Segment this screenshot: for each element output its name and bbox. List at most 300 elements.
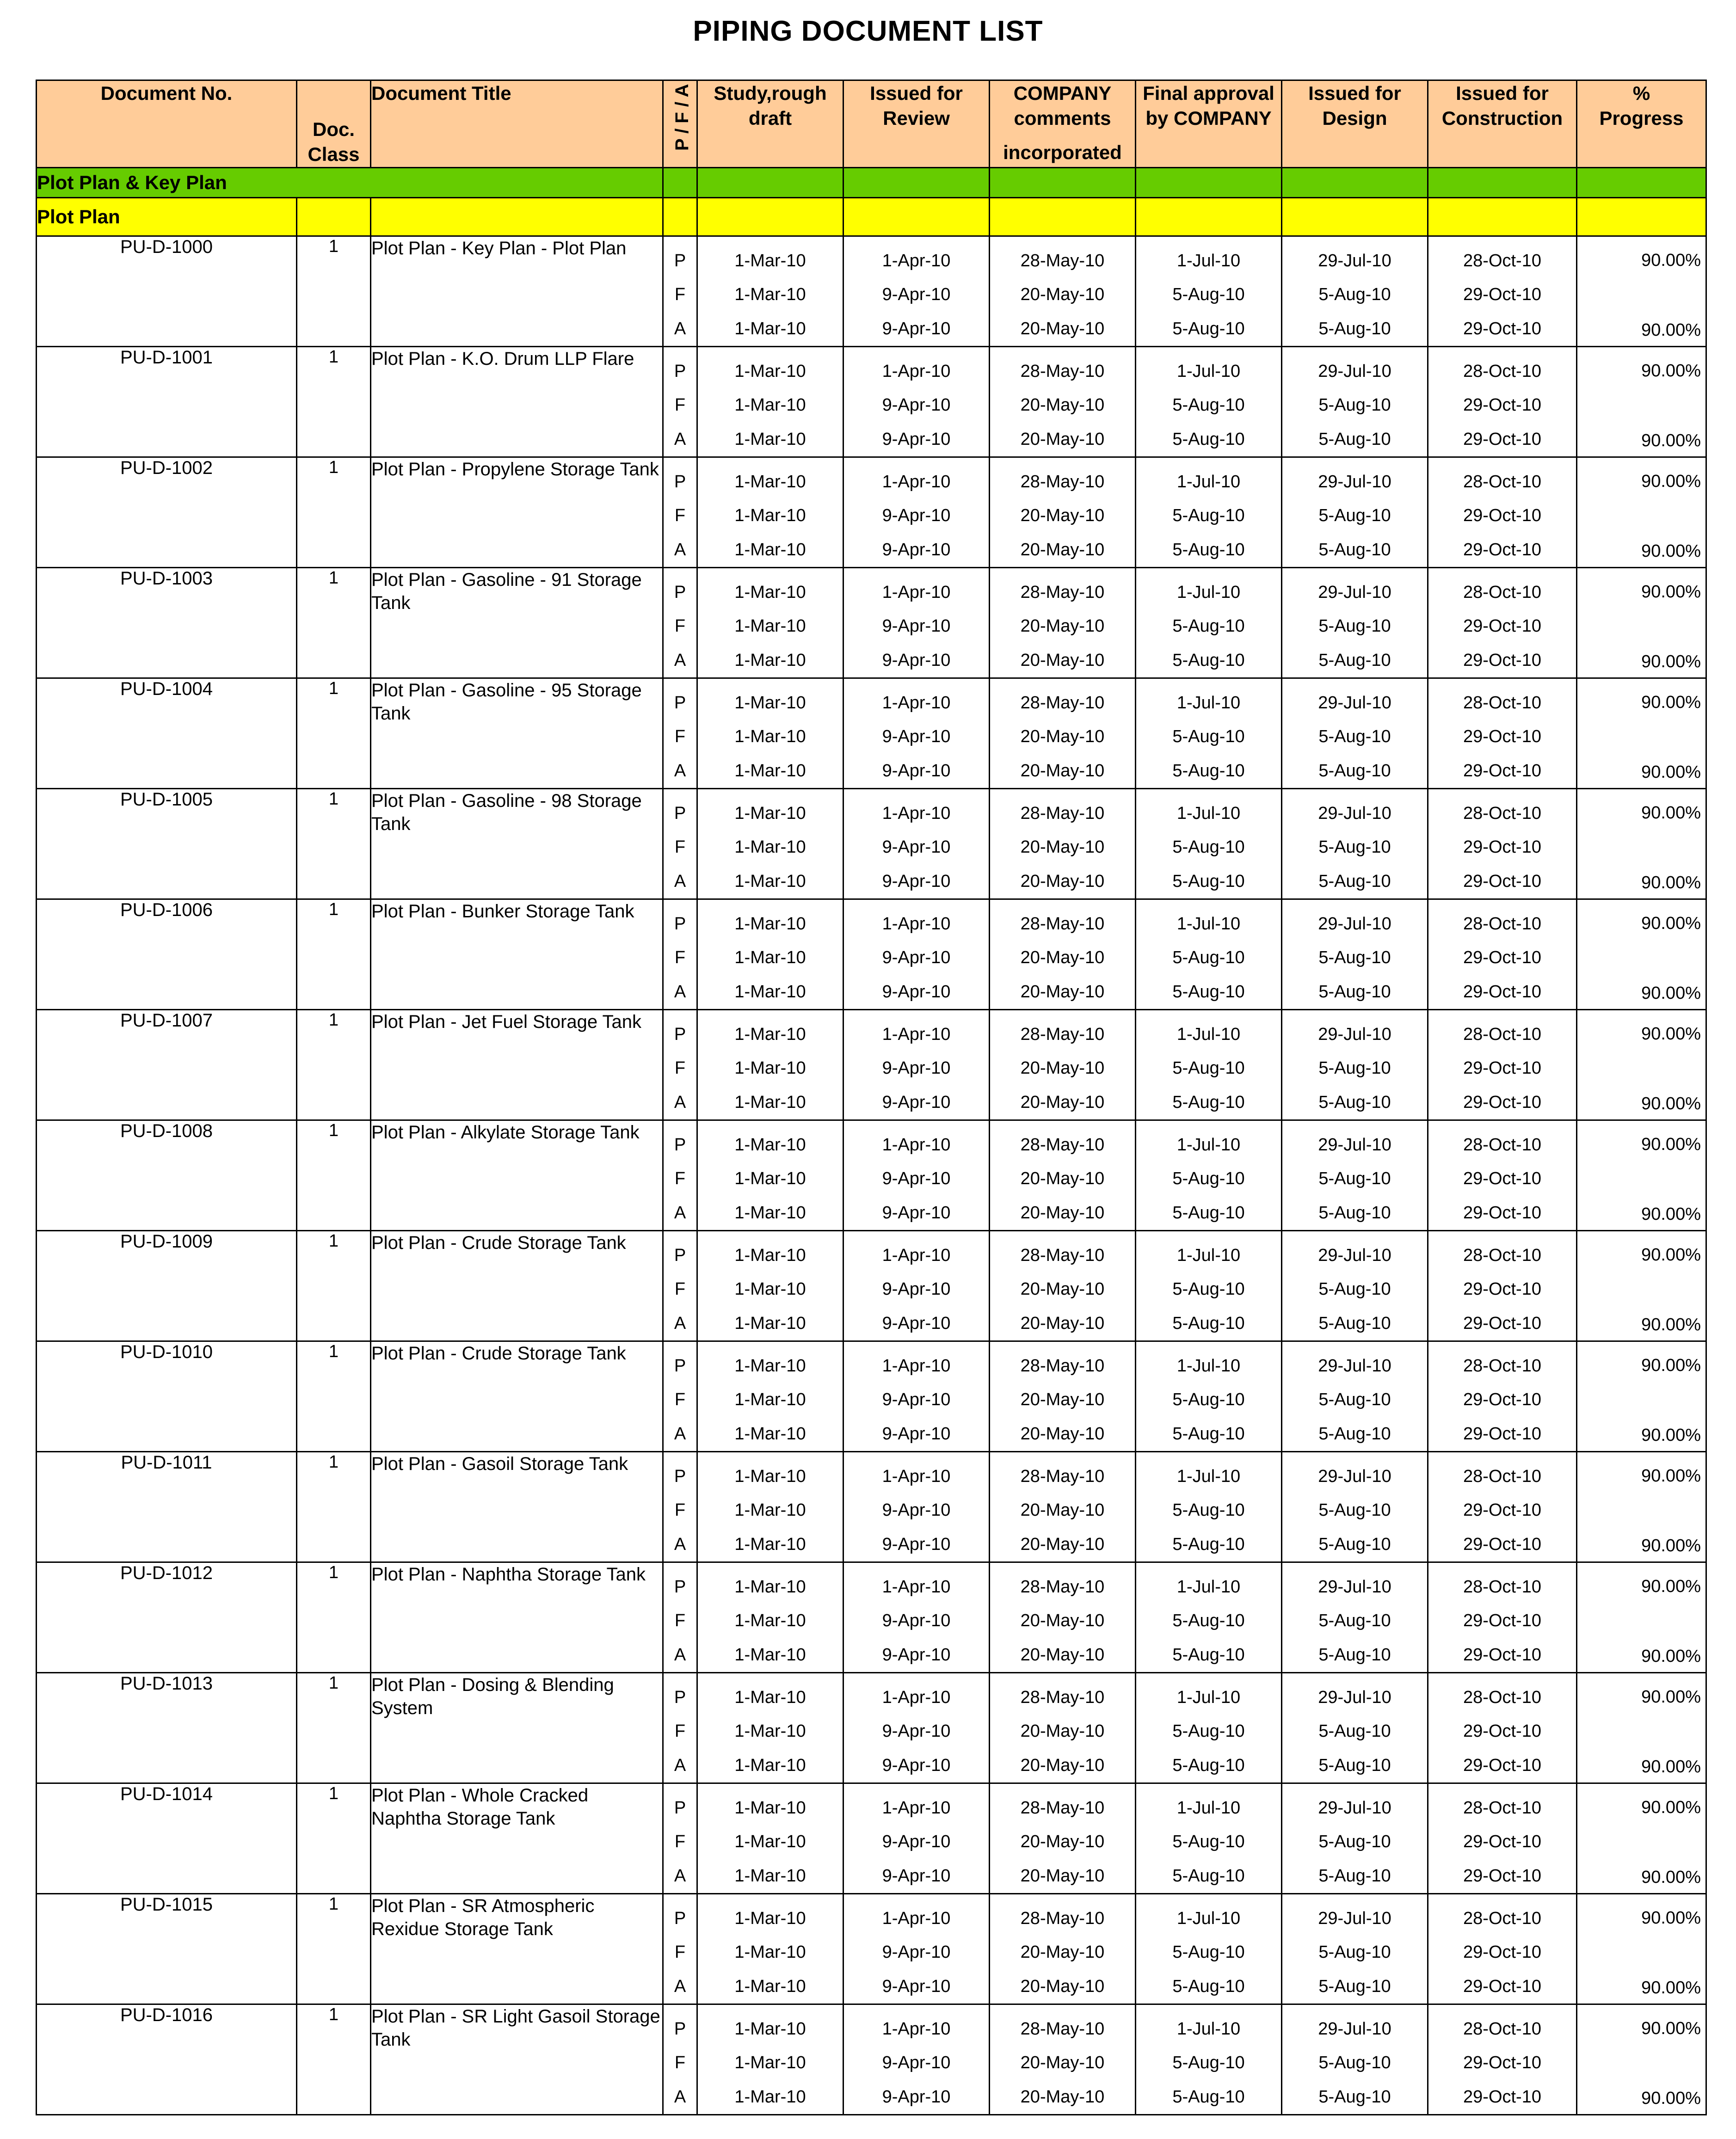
final-approval-date-a: 5-Aug-10 (1172, 1424, 1245, 1444)
final-approval-date-a: 5-Aug-10 (1172, 761, 1245, 781)
doc-title-cell: Plot Plan - Dosing & Blending System (371, 1673, 663, 1783)
review-date-f: 9-Apr-10 (882, 1169, 951, 1189)
final-approval-date-cell (1136, 1452, 1282, 1562)
study-date-f: 1-Mar-10 (734, 1169, 806, 1189)
study-date-f: 1-Mar-10 (734, 1721, 806, 1741)
final-approval-date-f: 5-Aug-10 (1172, 727, 1245, 747)
pfa-cell (663, 568, 697, 678)
study-date-cell (697, 678, 843, 789)
pfa-code: P (674, 583, 686, 602)
study-date-a: 1-Mar-10 (734, 650, 806, 670)
progress-actual: 90.00% (1641, 1315, 1701, 1334)
review-date-a: 9-Apr-10 (882, 1203, 951, 1223)
final-approval-date-a: 5-Aug-10 (1172, 1976, 1245, 1996)
construction-date-f: 29-Oct-10 (1463, 1942, 1541, 1962)
final-approval-date-f: 5-Aug-10 (1172, 1169, 1245, 1189)
review-date-a: 9-Apr-10 (882, 1645, 951, 1665)
company-comments-date-cell (990, 789, 1136, 899)
pfa-code: A (674, 2087, 686, 2107)
review-date-p: 1-Apr-10 (882, 1577, 951, 1597)
design-date-a: 5-Aug-10 (1318, 319, 1391, 338)
construction-date-p: 28-Oct-10 (1463, 1577, 1541, 1597)
progress-cell (1577, 568, 1706, 678)
construction-date-cell (1428, 789, 1577, 899)
final-approval-date-a: 5-Aug-10 (1172, 1755, 1245, 1775)
construction-date-p: 28-Oct-10 (1463, 1467, 1541, 1487)
final-approval-date-a: 5-Aug-10 (1172, 1092, 1245, 1112)
company-comments-date-cell (990, 2004, 1136, 2115)
progress-cell (1577, 1231, 1706, 1341)
study-date-cell (697, 1231, 843, 1341)
design-date-f: 5-Aug-10 (1318, 2053, 1391, 2073)
progress-planned: 90.00% (1641, 472, 1701, 491)
company-comments-date-f: 20-May-10 (1020, 1169, 1105, 1189)
design-date-cell (1282, 568, 1428, 678)
pfa-cell (663, 1894, 697, 2004)
construction-date-a: 29-Oct-10 (1463, 761, 1541, 781)
pfa-cell (663, 1673, 697, 1783)
company-comments-date-p: 28-May-10 (1020, 2019, 1105, 2039)
design-date-cell (1282, 899, 1428, 1010)
construction-date-f: 29-Oct-10 (1463, 837, 1541, 857)
doc-class-cell: 1 (297, 1894, 371, 2004)
construction-date-a: 29-Oct-10 (1463, 871, 1541, 891)
study-date-f: 1-Mar-10 (734, 616, 806, 636)
review-date-cell (843, 1894, 990, 2004)
study-date-f: 1-Mar-10 (734, 1942, 806, 1962)
final-approval-date-p: 1-Jul-10 (1176, 1909, 1241, 1929)
pfa-code: P (674, 1356, 686, 1376)
pfa-code: F (674, 506, 686, 526)
pfa-code: F (674, 837, 686, 857)
final-approval-date-f: 5-Aug-10 (1172, 506, 1245, 526)
doc-title-cell: Plot Plan - Key Plan - Plot Plan (371, 236, 663, 347)
study-date-p: 1-Mar-10 (734, 1909, 806, 1929)
design-date-p: 29-Jul-10 (1318, 251, 1391, 271)
construction-date-p: 28-Oct-10 (1463, 472, 1541, 492)
design-date-cell (1282, 1894, 1428, 2004)
pfa-cell (663, 457, 697, 568)
doc-number-cell: PU-D-1004 (37, 678, 297, 789)
company-comments-date-a: 20-May-10 (1020, 871, 1105, 891)
table-row (37, 1894, 1706, 2004)
construction-date-cell (1428, 2004, 1577, 2115)
company-comments-date-cell (990, 347, 1136, 457)
construction-date-cell (1428, 236, 1577, 347)
review-date-cell (843, 789, 990, 899)
company-comments-date-p: 28-May-10 (1020, 1909, 1105, 1929)
doc-number-cell: PU-D-1015 (37, 1894, 297, 2004)
review-date-cell (843, 1452, 990, 1562)
final-approval-date-f: 5-Aug-10 (1172, 1832, 1245, 1852)
final-approval-date-p: 1-Jul-10 (1176, 1135, 1241, 1155)
doc-class-cell: 1 (297, 1562, 371, 1673)
doc-number-cell: PU-D-1008 (37, 1120, 297, 1231)
construction-date-f: 29-Oct-10 (1463, 727, 1541, 747)
construction-date-a: 29-Oct-10 (1463, 1755, 1541, 1775)
pfa-code: P (674, 914, 686, 934)
study-date-cell (697, 568, 843, 678)
final-approval-date-cell (1136, 899, 1282, 1010)
design-date-a: 5-Aug-10 (1318, 1976, 1391, 1996)
pfa-code: A (674, 761, 686, 781)
company-comments-date-f: 20-May-10 (1020, 948, 1105, 968)
design-date-p: 29-Jul-10 (1318, 1356, 1391, 1376)
construction-date-f: 29-Oct-10 (1463, 1500, 1541, 1520)
doc-number-cell: PU-D-1012 (37, 1562, 297, 1673)
pfa-code: A (674, 1424, 686, 1444)
table-row (37, 568, 1706, 678)
study-date-f: 1-Mar-10 (734, 1390, 806, 1410)
review-date-a: 9-Apr-10 (882, 429, 951, 449)
company-comments-date-p: 28-May-10 (1020, 1688, 1105, 1708)
review-date-a: 9-Apr-10 (882, 871, 951, 891)
pfa-code: P (674, 1909, 686, 1929)
final-approval-date-p: 1-Jul-10 (1176, 251, 1241, 271)
table-row (37, 457, 1706, 568)
study-date-a: 1-Mar-10 (734, 1755, 806, 1775)
review-date-p: 1-Apr-10 (882, 1798, 951, 1818)
review-date-a: 9-Apr-10 (882, 761, 951, 781)
design-date-f: 5-Aug-10 (1318, 1942, 1391, 1962)
study-date-f: 1-Mar-10 (734, 506, 806, 526)
pfa-code: F (674, 948, 686, 968)
design-date-cell (1282, 1562, 1428, 1673)
design-date-f: 5-Aug-10 (1318, 1500, 1391, 1520)
review-date-cell (843, 1231, 990, 1341)
header-study: Study,rough draft (697, 80, 843, 168)
review-date-p: 1-Apr-10 (882, 583, 951, 602)
progress-cell (1577, 1452, 1706, 1562)
pfa-code: F (674, 2053, 686, 2073)
construction-date-f: 29-Oct-10 (1463, 1169, 1541, 1189)
construction-date-p: 28-Oct-10 (1463, 1798, 1541, 1818)
design-date-cell (1282, 457, 1428, 568)
pfa-code: F (674, 285, 686, 305)
doc-title-cell: Plot Plan - Gasoline - 91 Storage Tank (371, 568, 663, 678)
construction-date-cell (1428, 1452, 1577, 1562)
construction-date-p: 28-Oct-10 (1463, 804, 1541, 824)
company-comments-date-a: 20-May-10 (1020, 429, 1105, 449)
pfa-cell (663, 347, 697, 457)
construction-date-f: 29-Oct-10 (1463, 1721, 1541, 1741)
review-date-p: 1-Apr-10 (882, 693, 951, 713)
company-comments-date-f: 20-May-10 (1020, 837, 1105, 857)
design-date-f: 5-Aug-10 (1318, 837, 1391, 857)
company-comments-date-f: 20-May-10 (1020, 727, 1105, 747)
progress-planned: 90.00% (1641, 914, 1701, 933)
final-approval-date-f: 5-Aug-10 (1172, 285, 1245, 305)
study-date-a: 1-Mar-10 (734, 1424, 806, 1444)
progress-actual: 90.00% (1641, 1757, 1701, 1776)
pfa-cell (663, 1341, 697, 1452)
study-date-f: 1-Mar-10 (734, 1832, 806, 1852)
construction-date-p: 28-Oct-10 (1463, 1356, 1541, 1376)
pfa-code: A (674, 429, 686, 449)
pfa-code: P (674, 693, 686, 713)
final-approval-date-f: 5-Aug-10 (1172, 1390, 1245, 1410)
final-approval-date-a: 5-Aug-10 (1172, 982, 1245, 1002)
pfa-code: F (674, 1390, 686, 1410)
progress-planned: 90.00% (1641, 2019, 1701, 2038)
progress-planned: 90.00% (1641, 1135, 1701, 1154)
final-approval-date-cell (1136, 678, 1282, 789)
construction-date-cell (1428, 1783, 1577, 1894)
doc-title-cell: Plot Plan - Gasoil Storage Tank (371, 1452, 663, 1562)
final-approval-date-cell (1136, 789, 1282, 899)
review-date-a: 9-Apr-10 (882, 650, 951, 670)
study-date-cell (697, 1452, 843, 1562)
review-date-f: 9-Apr-10 (882, 1942, 951, 1962)
study-date-cell (697, 1673, 843, 1783)
progress-planned: 90.00% (1641, 251, 1701, 270)
design-date-p: 29-Jul-10 (1318, 1798, 1391, 1818)
progress-actual: 90.00% (1641, 1536, 1701, 1555)
progress-actual: 90.00% (1641, 1647, 1701, 1666)
design-date-p: 29-Jul-10 (1318, 1909, 1391, 1929)
construction-date-a: 29-Oct-10 (1463, 429, 1541, 449)
progress-cell (1577, 2004, 1706, 2115)
review-date-f: 9-Apr-10 (882, 616, 951, 636)
progress-actual: 90.00% (1641, 983, 1701, 1003)
study-date-a: 1-Mar-10 (734, 1203, 806, 1223)
construction-date-f: 29-Oct-10 (1463, 2053, 1541, 2073)
company-comments-date-a: 20-May-10 (1020, 650, 1105, 670)
company-comments-date-p: 28-May-10 (1020, 1246, 1105, 1266)
pfa-cell (663, 899, 697, 1010)
review-date-f: 9-Apr-10 (882, 1832, 951, 1852)
study-date-p: 1-Mar-10 (734, 1798, 806, 1818)
company-comments-date-p: 28-May-10 (1020, 914, 1105, 934)
company-comments-date-f: 20-May-10 (1020, 1611, 1105, 1631)
progress-planned: 90.00% (1641, 803, 1701, 823)
doc-title-cell: Plot Plan - Whole Cracked Naphtha Storage Tank (371, 1783, 663, 1894)
study-date-cell (697, 899, 843, 1010)
design-date-cell (1282, 1673, 1428, 1783)
construction-date-a: 29-Oct-10 (1463, 540, 1541, 559)
progress-actual: 90.00% (1641, 431, 1701, 450)
study-date-cell (697, 2004, 843, 2115)
table-row (37, 1562, 1706, 1673)
final-approval-date-p: 1-Jul-10 (1176, 1356, 1241, 1376)
progress-actual: 90.00% (1641, 873, 1701, 892)
section-label: Plot Plan & Key Plan (37, 168, 663, 198)
final-approval-date-a: 5-Aug-10 (1172, 540, 1245, 559)
progress-planned: 90.00% (1641, 1024, 1701, 1044)
final-approval-date-a: 5-Aug-10 (1172, 429, 1245, 449)
progress-planned: 90.00% (1641, 693, 1701, 712)
header-doc-no: Document No. (37, 80, 297, 168)
study-date-a: 1-Mar-10 (734, 319, 806, 338)
final-approval-date-cell (1136, 568, 1282, 678)
header-pfa: P / F / A (663, 80, 697, 168)
pfa-code: A (674, 650, 686, 670)
construction-date-p: 28-Oct-10 (1463, 1246, 1541, 1266)
construction-date-p: 28-Oct-10 (1463, 1135, 1541, 1155)
pfa-cell (663, 678, 697, 789)
company-comments-date-p: 28-May-10 (1020, 1798, 1105, 1818)
construction-date-p: 28-Oct-10 (1463, 362, 1541, 381)
review-date-f: 9-Apr-10 (882, 1500, 951, 1520)
pfa-code: A (674, 1755, 686, 1775)
review-date-f: 9-Apr-10 (882, 1390, 951, 1410)
doc-class-cell: 1 (297, 1341, 371, 1452)
design-date-a: 5-Aug-10 (1318, 1092, 1391, 1112)
company-comments-date-cell (990, 1783, 1136, 1894)
company-comments-date-f: 20-May-10 (1020, 1390, 1105, 1410)
design-date-p: 29-Jul-10 (1318, 1577, 1391, 1597)
study-date-p: 1-Mar-10 (734, 693, 806, 713)
final-approval-date-cell (1136, 457, 1282, 568)
progress-actual: 90.00% (1641, 1978, 1701, 1998)
design-date-p: 29-Jul-10 (1318, 1025, 1391, 1045)
construction-date-cell (1428, 1673, 1577, 1783)
design-date-p: 29-Jul-10 (1318, 1688, 1391, 1708)
review-date-cell (843, 678, 990, 789)
pfa-code: F (674, 616, 686, 636)
page-title: PIPING DOCUMENT LIST (693, 15, 1043, 47)
doc-class-cell: 1 (297, 568, 371, 678)
final-approval-date-a: 5-Aug-10 (1172, 1534, 1245, 1554)
review-date-cell (843, 2004, 990, 2115)
progress-cell (1577, 1562, 1706, 1673)
company-comments-date-cell (990, 568, 1136, 678)
pfa-code: F (674, 1169, 686, 1189)
final-approval-date-p: 1-Jul-10 (1176, 583, 1241, 602)
doc-number-cell: PU-D-1016 (37, 2004, 297, 2115)
study-date-p: 1-Mar-10 (734, 1135, 806, 1155)
final-approval-date-cell (1136, 1010, 1282, 1120)
design-date-a: 5-Aug-10 (1318, 761, 1391, 781)
final-approval-date-p: 1-Jul-10 (1176, 2019, 1241, 2039)
construction-date-p: 28-Oct-10 (1463, 583, 1541, 602)
study-date-p: 1-Mar-10 (734, 1356, 806, 1376)
construction-date-cell (1428, 568, 1577, 678)
doc-number-cell: PU-D-1013 (37, 1673, 297, 1783)
doc-class-cell: 1 (297, 1452, 371, 1562)
company-comments-date-cell (990, 457, 1136, 568)
doc-class-cell: 1 (297, 899, 371, 1010)
design-date-a: 5-Aug-10 (1318, 982, 1391, 1002)
progress-cell (1577, 457, 1706, 568)
progress-actual: 90.00% (1641, 652, 1701, 671)
review-date-p: 1-Apr-10 (882, 804, 951, 824)
design-date-a: 5-Aug-10 (1318, 2087, 1391, 2107)
final-approval-date-a: 5-Aug-10 (1172, 319, 1245, 338)
pfa-code: A (674, 1313, 686, 1333)
company-comments-date-a: 20-May-10 (1020, 1313, 1105, 1333)
review-date-p: 1-Apr-10 (882, 1356, 951, 1376)
company-comments-date-f: 20-May-10 (1020, 285, 1105, 305)
final-approval-date-f: 5-Aug-10 (1172, 1500, 1245, 1520)
construction-date-p: 28-Oct-10 (1463, 2019, 1541, 2039)
company-comments-date-cell (990, 1010, 1136, 1120)
construction-date-cell (1428, 1894, 1577, 2004)
final-approval-date-p: 1-Jul-10 (1176, 362, 1241, 381)
final-approval-date-cell (1136, 1120, 1282, 1231)
progress-cell (1577, 899, 1706, 1010)
design-date-f: 5-Aug-10 (1318, 1279, 1391, 1299)
progress-planned: 90.00% (1641, 1577, 1701, 1596)
pfa-code: F (674, 1832, 686, 1852)
section-label: Plot Plan (37, 198, 297, 236)
study-date-a: 1-Mar-10 (734, 429, 806, 449)
header-progress: % Progress (1577, 80, 1706, 168)
review-date-f: 9-Apr-10 (882, 1721, 951, 1741)
progress-actual: 90.00% (1641, 541, 1701, 561)
header-company-comments: COMPANY comments incorporated (990, 80, 1136, 168)
construction-date-cell (1428, 1010, 1577, 1120)
doc-number-cell: PU-D-1002 (37, 457, 297, 568)
company-comments-date-p: 28-May-10 (1020, 1135, 1105, 1155)
study-date-p: 1-Mar-10 (734, 804, 806, 824)
construction-date-p: 28-Oct-10 (1463, 693, 1541, 713)
review-date-cell (843, 1562, 990, 1673)
progress-actual: 90.00% (1641, 2089, 1701, 2108)
pfa-cell (663, 2004, 697, 2115)
construction-date-p: 28-Oct-10 (1463, 1909, 1541, 1929)
final-approval-date-a: 5-Aug-10 (1172, 2087, 1245, 2107)
construction-date-a: 29-Oct-10 (1463, 1976, 1541, 1996)
study-date-cell (697, 1341, 843, 1452)
final-approval-date-p: 1-Jul-10 (1176, 472, 1241, 492)
company-comments-date-f: 20-May-10 (1020, 1942, 1105, 1962)
review-date-a: 9-Apr-10 (882, 1424, 951, 1444)
company-comments-date-p: 28-May-10 (1020, 1467, 1105, 1487)
review-date-p: 1-Apr-10 (882, 1135, 951, 1155)
company-comments-date-f: 20-May-10 (1020, 395, 1105, 415)
progress-actual: 90.00% (1641, 762, 1701, 782)
construction-date-p: 28-Oct-10 (1463, 251, 1541, 271)
company-comments-date-cell (990, 678, 1136, 789)
pfa-cell (663, 1452, 697, 1562)
doc-class-cell: 1 (297, 1673, 371, 1783)
header-review: Issued for Review (843, 80, 990, 168)
construction-date-a: 29-Oct-10 (1463, 319, 1541, 338)
final-approval-date-p: 1-Jul-10 (1176, 693, 1241, 713)
progress-cell (1577, 236, 1706, 347)
doc-title-cell: Plot Plan - K.O. Drum LLP Flare (371, 347, 663, 457)
progress-planned: 90.00% (1641, 1245, 1701, 1265)
company-comments-date-a: 20-May-10 (1020, 319, 1105, 338)
review-date-p: 1-Apr-10 (882, 251, 951, 271)
study-date-f: 1-Mar-10 (734, 2053, 806, 2073)
company-comments-date-a: 20-May-10 (1020, 540, 1105, 559)
doc-title-cell: Plot Plan - SR Atmospheric Rexidue Storage Tank (371, 1894, 663, 2004)
company-comments-date-cell (990, 1120, 1136, 1231)
final-approval-date-f: 5-Aug-10 (1172, 1058, 1245, 1078)
pfa-code: F (674, 1611, 686, 1631)
table-row (37, 678, 1706, 789)
progress-cell (1577, 1010, 1706, 1120)
company-comments-date-a: 20-May-10 (1020, 1092, 1105, 1112)
design-date-a: 5-Aug-10 (1318, 871, 1391, 891)
doc-number-cell: PU-D-1005 (37, 789, 297, 899)
review-date-cell (843, 1010, 990, 1120)
review-date-cell (843, 899, 990, 1010)
progress-actual: 90.00% (1641, 320, 1701, 340)
study-date-cell (697, 1894, 843, 2004)
study-date-a: 1-Mar-10 (734, 1976, 806, 1996)
doc-class-cell: 1 (297, 1120, 371, 1231)
company-comments-date-cell (990, 1452, 1136, 1562)
study-date-a: 1-Mar-10 (734, 982, 806, 1002)
construction-date-a: 29-Oct-10 (1463, 1645, 1541, 1665)
company-comments-date-f: 20-May-10 (1020, 1279, 1105, 1299)
study-date-p: 1-Mar-10 (734, 914, 806, 934)
final-approval-date-f: 5-Aug-10 (1172, 616, 1245, 636)
design-date-f: 5-Aug-10 (1318, 616, 1391, 636)
